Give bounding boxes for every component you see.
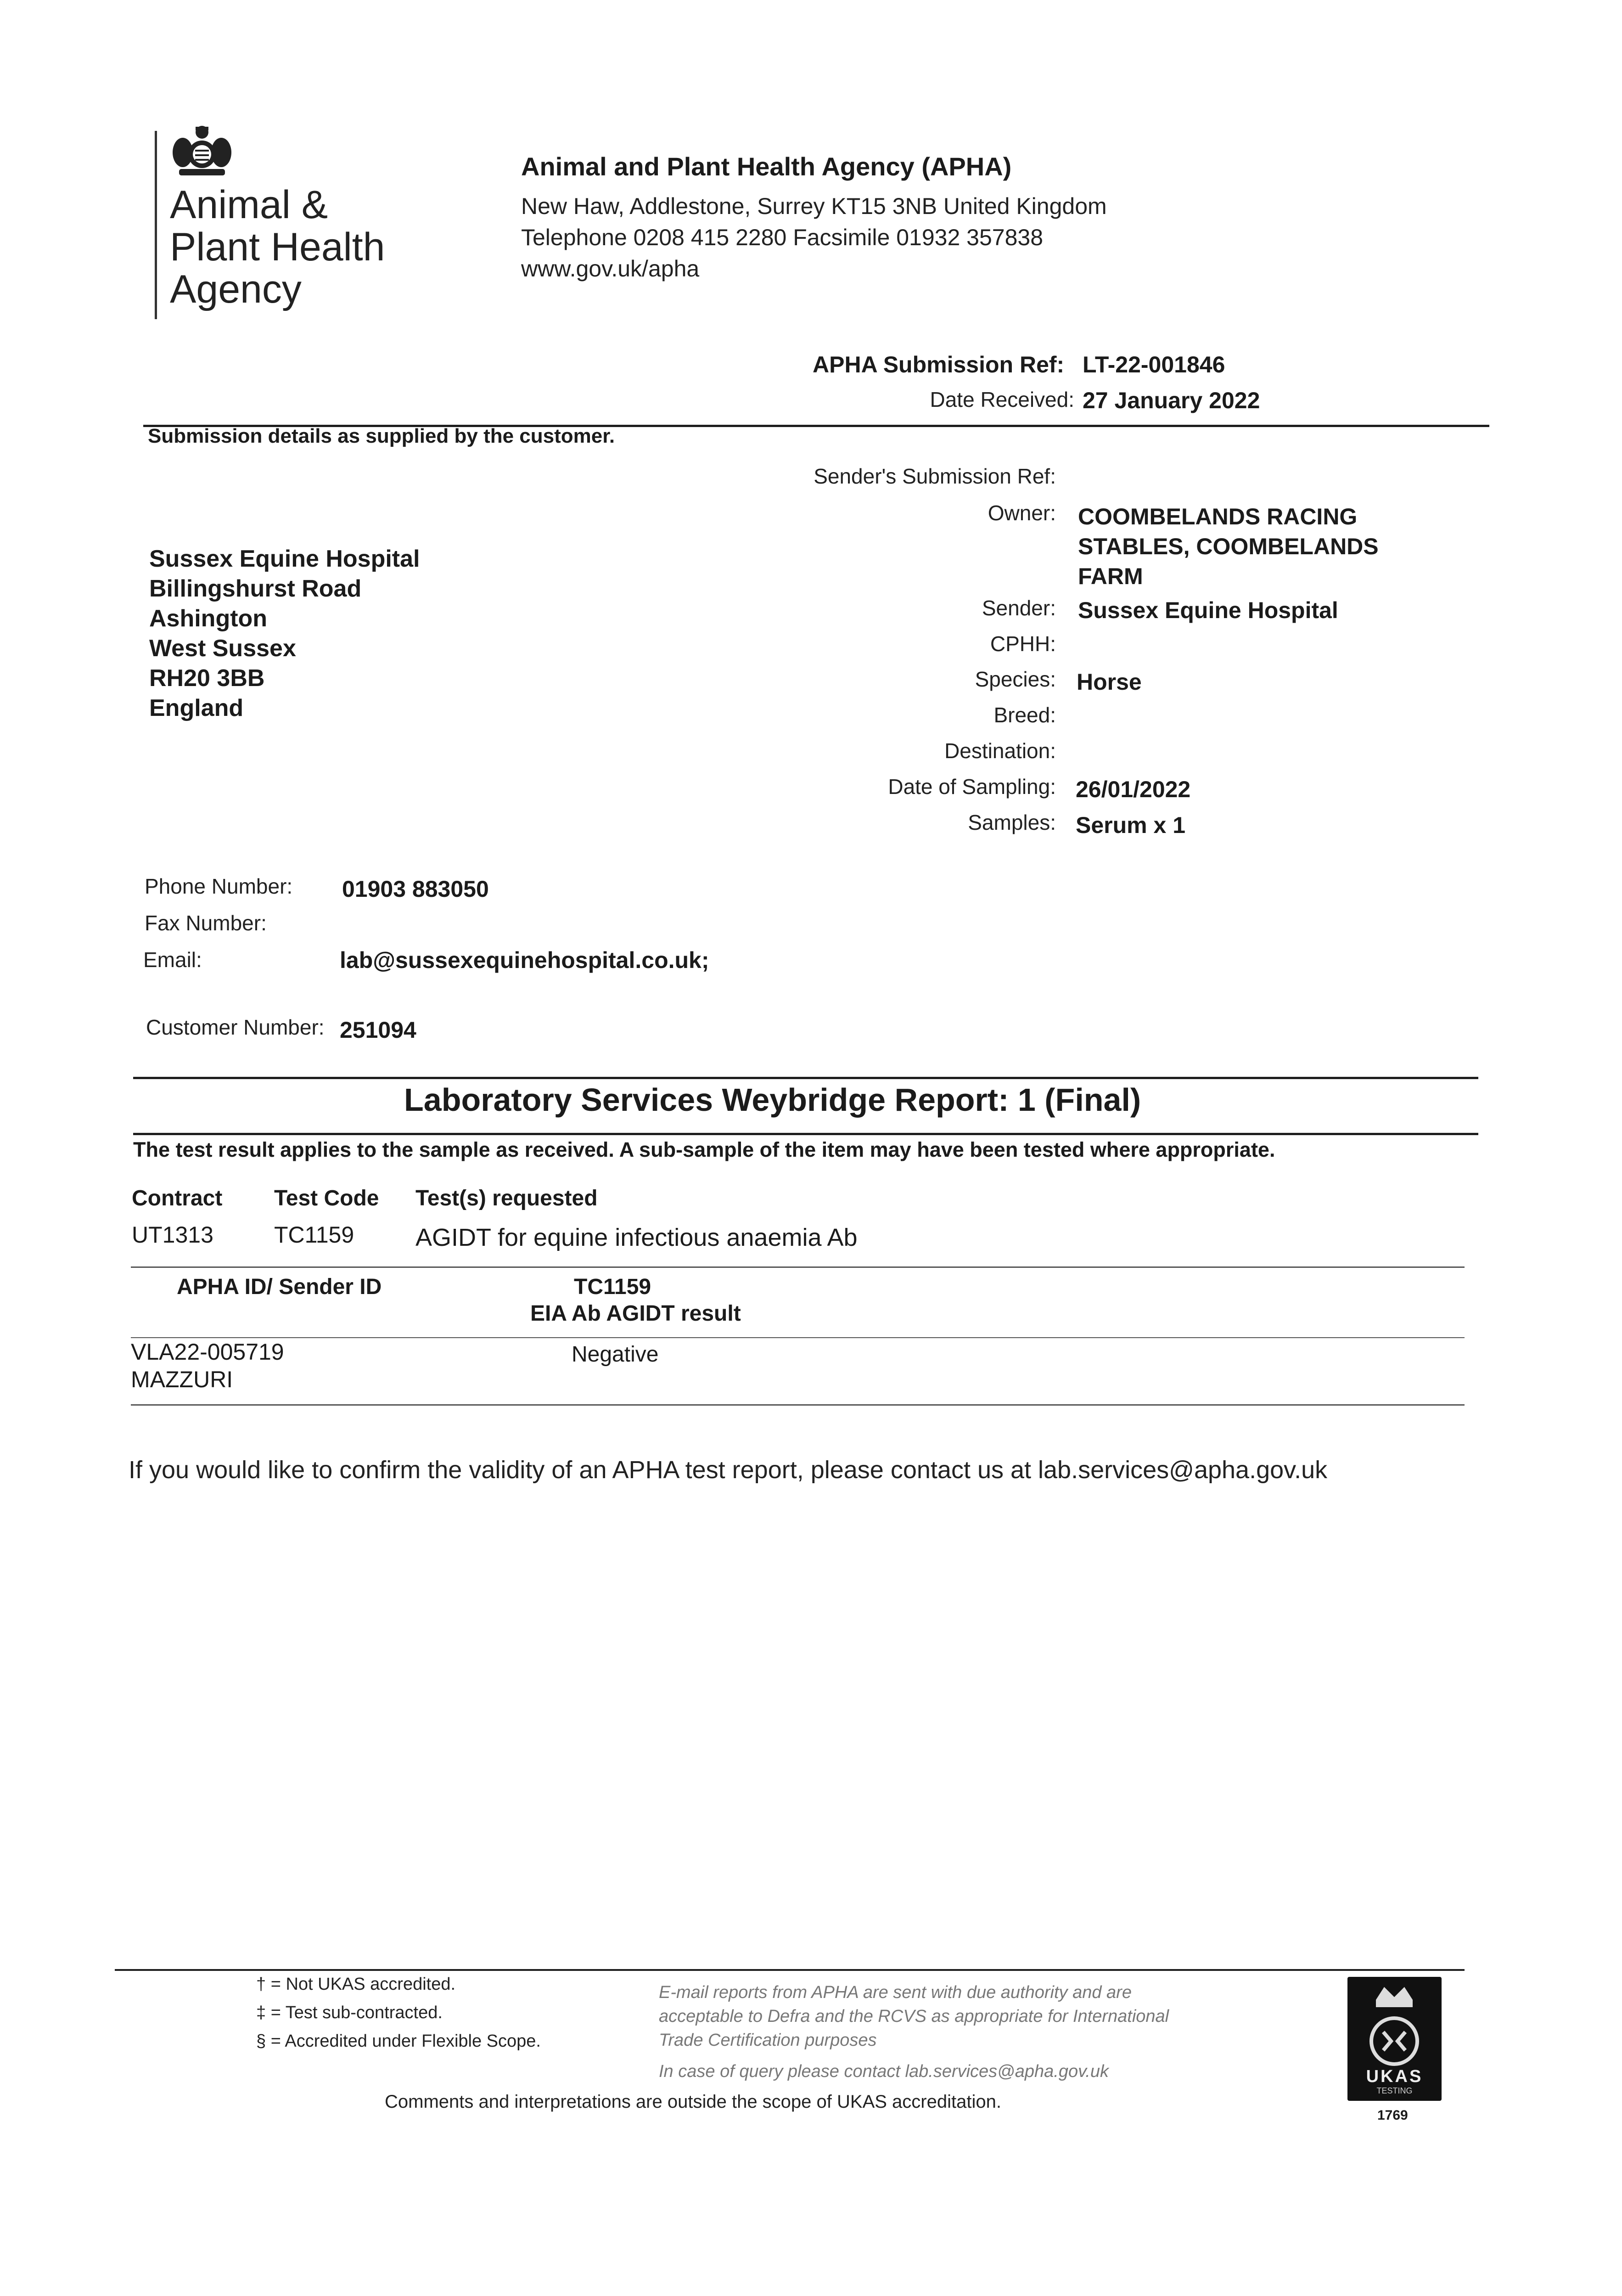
tests-header-requested: Test(s) requested: [415, 1186, 598, 1210]
results-header-id: APHA ID/ Sender ID: [177, 1275, 382, 1299]
tests-requested-value: AGIDT for equine infectious anaemia Ab: [415, 1224, 858, 1251]
address-line-2: Billingshurst Road: [149, 575, 362, 602]
footer-email-note-3: Trade Certification purposes: [659, 2031, 877, 2050]
sampling-date-value: 26/01/2022: [1076, 777, 1191, 802]
footer-email-note-1: E-mail reports from APHA are sent with due authority and are: [659, 1983, 1132, 2002]
tests-rule: [131, 1266, 1465, 1268]
breed-label: Breed:: [993, 703, 1056, 727]
destination-label: Destination:: [944, 739, 1056, 763]
email-value[interactable]: lab@sussexequinehospital.co.uk;: [340, 947, 709, 973]
logo-line-1: Animal &: [170, 183, 328, 227]
customer-note: Submission details as supplied by the customer.: [148, 425, 615, 447]
results-bottom-rule: [131, 1404, 1465, 1406]
address-line-1: Sussex Equine Hospital: [149, 546, 420, 572]
report-title: Laboratory Services Weybridge Report: 1 (Final): [404, 1082, 1141, 1118]
date-received-value: 27 January 2022: [1083, 388, 1260, 413]
tests-code-value: TC1159: [274, 1222, 354, 1248]
footer-key-flexible-scope: § = Accredited under Flexible Scope.: [256, 2032, 541, 2051]
submission-ref-label: APHA Submission Ref:: [813, 352, 1065, 377]
phone-value: 01903 883050: [342, 876, 489, 902]
royal-crest-icon: [170, 123, 234, 178]
address-line-6: England: [149, 695, 244, 721]
result-sender-id: MAZZURI: [131, 1367, 233, 1392]
tests-header-contract: Contract: [132, 1186, 223, 1210]
customer-number-label: Customer Number:: [146, 1015, 325, 1039]
ukas-number: 1769: [1377, 2108, 1408, 2123]
species-label: Species:: [975, 667, 1056, 691]
owner-line-2: STABLES, COOMBELANDS: [1078, 534, 1379, 559]
tests-contract-value: UT1313: [132, 1222, 213, 1248]
report-top-rule: [133, 1077, 1478, 1079]
sender-ref-label: Sender's Submission Ref:: [814, 464, 1056, 488]
results-header-rule: [131, 1337, 1465, 1338]
footer-rule: [115, 1969, 1465, 1971]
sender-value: Sussex Equine Hospital: [1078, 597, 1338, 623]
ukas-sub: TESTING: [1376, 2086, 1413, 2095]
species-value: Horse: [1077, 669, 1142, 695]
date-received-label: Date Received:: [930, 388, 1074, 411]
footer-email-note-2: acceptable to Defra and the RCVS as appropriate for International: [659, 2007, 1169, 2026]
phone-label: Phone Number:: [145, 874, 293, 898]
results-header-name: EIA Ab AGIDT result: [530, 1301, 741, 1326]
cphh-label: CPHH:: [990, 632, 1056, 656]
logo-line-3: Agency: [170, 267, 302, 311]
footer-comments-note: Comments and interpretations are outside the scope of UKAS accreditation.: [385, 2092, 1001, 2112]
address-line-5: RH20 3BB: [149, 665, 265, 692]
results-header-code: TC1159: [574, 1275, 651, 1299]
report-note: The test result applies to the sample as received. A sub-sample of the item may have been tested where appropriate.: [133, 1138, 1275, 1161]
email-label: Email:: [143, 948, 202, 972]
agency-website[interactable]: www.gov.uk/apha: [521, 256, 700, 281]
report-title-rule: [133, 1133, 1478, 1135]
samples-value: Serum x 1: [1076, 812, 1186, 838]
result-apha-id: VLA22-005719: [131, 1339, 284, 1365]
address-line-4: West Sussex: [149, 635, 296, 662]
customer-address: [149, 544, 420, 723]
footer-query-note: In case of query please contact lab.services@apha.gov.uk: [659, 2062, 1109, 2081]
logo-line-2: Plant Health: [170, 225, 385, 269]
validity-note: If you would like to confirm the validity of an APHA test report, please contact us at lab.services@apha.gov.uk: [129, 1456, 1328, 1484]
owner-line-3: FARM: [1078, 563, 1143, 589]
address-line-3: Ashington: [149, 605, 268, 632]
result-value: Negative: [572, 1342, 659, 1367]
samples-label: Samples:: [968, 810, 1056, 834]
ukas-badge: [1347, 1977, 1442, 2101]
sender-label: Sender:: [982, 596, 1056, 620]
agency-phone-fax: Telephone 0208 415 2280 Facsimile 01932 357838: [521, 225, 1044, 250]
agency-logo-text: [170, 184, 385, 310]
logo-divider: [155, 131, 157, 319]
submission-ref-value: LT-22-001846: [1083, 352, 1225, 377]
sampling-date-label: Date of Sampling:: [888, 775, 1056, 799]
footer-key-subcontracted: ‡ = Test sub-contracted.: [256, 2003, 443, 2022]
agency-name: Animal and Plant Health Agency (APHA): [521, 152, 1012, 181]
owner-line-1: COOMBELANDS RACING: [1078, 504, 1358, 529]
customer-number-value: 251094: [340, 1017, 416, 1043]
owner-value: [1078, 502, 1379, 591]
agency-address: New Haw, Addlestone, Surrey KT15 3NB United Kingdom: [521, 193, 1107, 219]
tests-header-test-code: Test Code: [274, 1186, 379, 1210]
ukas-label: UKAS: [1366, 2067, 1423, 2086]
footer-key-not-accredited: † = Not UKAS accredited.: [256, 1975, 456, 1994]
fax-label: Fax Number:: [145, 911, 267, 935]
owner-label: Owner:: [988, 501, 1056, 525]
